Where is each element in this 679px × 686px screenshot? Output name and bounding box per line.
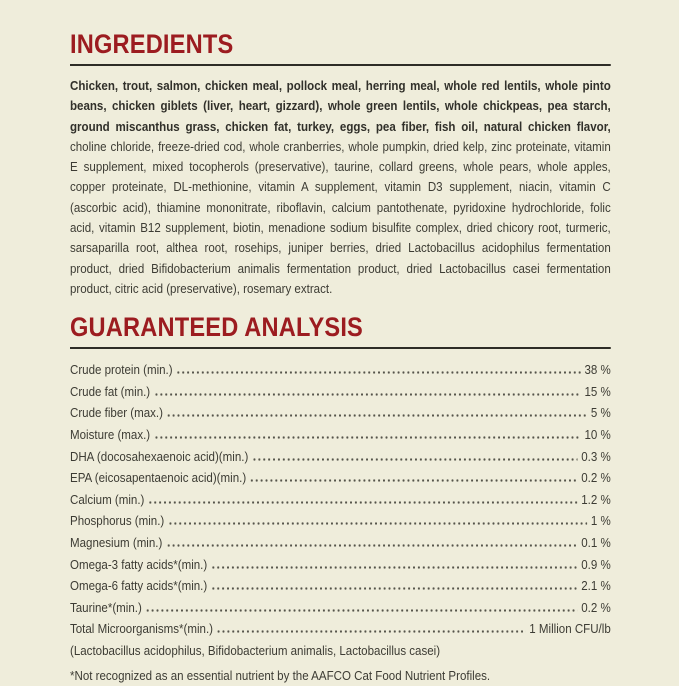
row-label: Total Microorganisms*(min.) bbox=[70, 621, 213, 637]
guaranteed-analysis-table bbox=[70, 359, 611, 640]
row-value: 0.9 % bbox=[581, 556, 611, 572]
table-row bbox=[70, 489, 611, 511]
ingredients-title: INGREDIENTS bbox=[70, 29, 234, 59]
table-row bbox=[70, 618, 611, 640]
row-label: Crude fiber (max.) bbox=[70, 405, 163, 421]
row-label: Taurine*(min.) bbox=[70, 599, 142, 615]
table-row bbox=[70, 532, 611, 554]
row-label: Calcium (min.) bbox=[70, 491, 145, 507]
guaranteed-analysis-section bbox=[70, 313, 611, 686]
row-label: Moisture (max.) bbox=[70, 427, 151, 443]
row-label: Omega-3 fatty acids*(min.) bbox=[70, 556, 208, 572]
microorganisms-species-line: (Lactobacillus acidophilus, Bifidobacterium animalis, Lactobacillus casei) bbox=[70, 642, 441, 658]
leader-dots bbox=[166, 414, 587, 417]
table-row bbox=[70, 575, 611, 597]
row-value: 1 % bbox=[590, 513, 611, 529]
table-row bbox=[70, 402, 611, 424]
row-value: 0.2 % bbox=[581, 599, 611, 615]
table-row bbox=[70, 597, 611, 619]
row-value: 0.3 % bbox=[581, 448, 611, 464]
leader-dots bbox=[154, 436, 581, 439]
row-label: Crude fat (min.) bbox=[70, 383, 151, 399]
guaranteed-analysis-divider bbox=[70, 347, 611, 349]
row-value: 1 Million CFU/lb bbox=[529, 621, 611, 637]
leader-dots bbox=[211, 587, 578, 590]
table-row bbox=[70, 381, 611, 403]
row-label: Phosphorus (min.) bbox=[70, 513, 165, 529]
leader-dots bbox=[166, 544, 578, 547]
leader-dots bbox=[252, 458, 578, 461]
leader-dots bbox=[154, 393, 581, 396]
leader-dots bbox=[216, 630, 525, 633]
table-row bbox=[70, 446, 611, 468]
ingredients-section bbox=[70, 30, 611, 299]
table-row bbox=[70, 510, 611, 532]
leader-dots bbox=[176, 371, 581, 374]
row-label: EPA (eicosapentaenoic acid)(min.) bbox=[70, 470, 247, 486]
leader-dots bbox=[168, 522, 588, 525]
row-value: 15 % bbox=[584, 383, 611, 399]
row-value: 0.1 % bbox=[581, 535, 611, 551]
row-label: Crude protein (min.) bbox=[70, 362, 173, 378]
ingredients-primary-list: Chicken, trout, salmon, chicken meal, pollock meal, herring meal, whole red lentils, whole pinto beans, chicken giblets (liver, heart, gizzard), whole green lentils, whole chickpeas, pea starch, ground miscanthus grass, chicken fat, turkey, eggs, pea fiber, fish oil, natural chicken flavor, bbox=[70, 78, 611, 134]
ingredients-text bbox=[70, 76, 611, 299]
row-value: 5 % bbox=[590, 405, 611, 421]
leader-dots bbox=[250, 479, 578, 482]
leader-dots bbox=[145, 609, 577, 612]
row-label: Magnesium (min.) bbox=[70, 535, 163, 551]
ingredients-divider bbox=[70, 64, 611, 66]
leader-dots bbox=[211, 566, 578, 569]
row-value: 0.2 % bbox=[581, 470, 611, 486]
row-value: 2.1 % bbox=[581, 578, 611, 594]
table-row bbox=[70, 359, 611, 381]
label-content bbox=[70, 30, 611, 686]
guaranteed-analysis-title: GUARANTEED ANALYSIS bbox=[70, 312, 363, 343]
table-row bbox=[70, 554, 611, 576]
ingredients-secondary-list: choline chloride, freeze-dried cod, whole cranberries, whole pumpkin, dried kelp, zinc proteinate, vitamin E supplement, mixed tocopherols (preservative), taurine, collard greens, whole pears, whole apples, copper proteinate, DL-methionine, vitamin A supplement, vitamin D3 supplement, niacin, vitamin C (ascorbic acid), thiamine mononitrate, riboflavin, calcium pantothenate, pyridoxine hydrochloride, folic acid, vitamin B12 supplement, biotin, menadione sodium bisulfite complex, dried chicory root, turmeric, sarsaparilla root, althea root, rosehips, juniper berries, dried Lactobacillus acidophilus fermentation product, dried Bifidobacterium animalis fermentation product, dried Lactobacillus casei fermentation product, citric acid (preservative), rosemary extract. bbox=[70, 138, 611, 296]
table-row bbox=[70, 424, 611, 446]
row-label: DHA (docosahexaenoic acid)(min.) bbox=[70, 448, 249, 464]
leader-dots bbox=[148, 501, 578, 504]
row-label: Omega-6 fatty acids*(min.) bbox=[70, 578, 208, 594]
row-value: 10 % bbox=[584, 427, 611, 443]
aafco-footnote: *Not recognized as an essential nutrient by the AAFCO Cat Food Nutrient Profiles. bbox=[70, 667, 491, 683]
row-value: 38 % bbox=[584, 362, 611, 378]
row-value: 1.2 % bbox=[581, 491, 611, 507]
table-row bbox=[70, 467, 611, 489]
